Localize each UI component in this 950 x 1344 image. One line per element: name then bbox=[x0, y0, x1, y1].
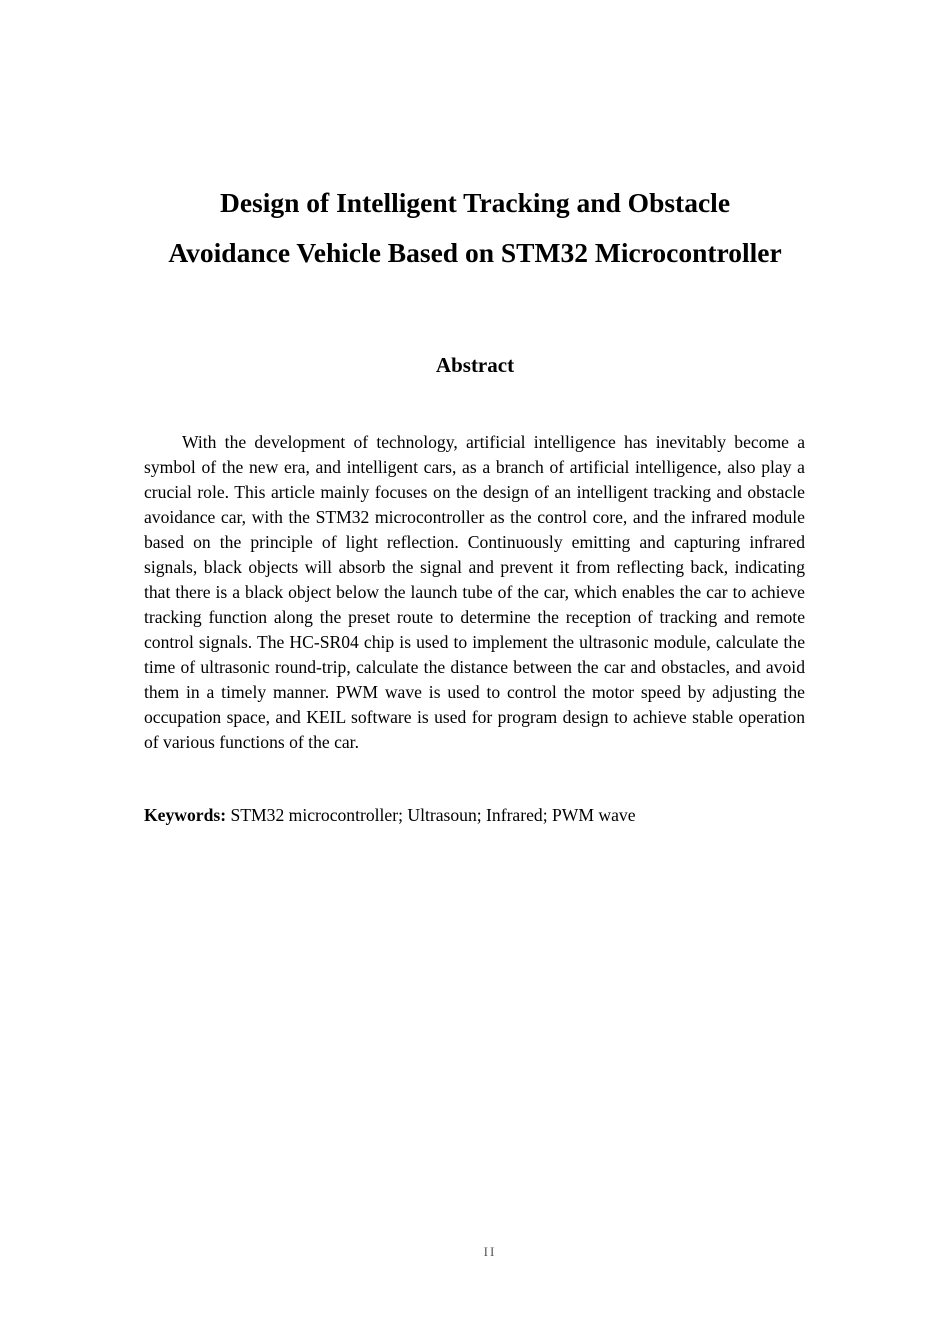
keywords-label: Keywords: bbox=[144, 805, 227, 825]
title-line-1: Design of Intelligent Tracking and Obstacle bbox=[219, 187, 731, 218]
keywords-text: STM32 microcontroller; Ultrasoun; Infrared; PWM wave bbox=[226, 805, 636, 825]
abstract-heading: Abstract bbox=[435, 353, 515, 377]
page-number: II bbox=[483, 1244, 497, 1259]
title-line-2: Avoidance Vehicle Based on STM32 Microcontroller bbox=[168, 237, 782, 268]
abstract-paragraph: With the development of technology, artificial intelligence has inevitably become a symbol of the new era, and intelligent cars, as a branch of artificial intelligence, also play a crucial role. This article mainly focuses on the design of an intelligent tracking and obstacle avoidance car, with the STM32 microcontroller as the control core, and the infrared module based on the principle of light reflection. Continuously emitting and capturing infrared signals, black objects will absorb the signal and prevent it from reflecting back, indicating that there is a black object below the launch tube of the car, which enables the car to achieve tracking function along the preset route to determine the reception of tracking and remote control signals. The HC-SR04 chip is used to implement the ultrasonic module, calculate the time of ultrasonic round-trip, calculate the distance between the car and obstacles, and avoid them in a timely manner. PWM wave is used to control the motor speed by adjusting the occupation space, and KEIL software is used for program design to achieve stable operation of various functions of the car. bbox=[144, 432, 805, 752]
keywords-line bbox=[144, 803, 805, 828]
document-title bbox=[100, 178, 850, 278]
